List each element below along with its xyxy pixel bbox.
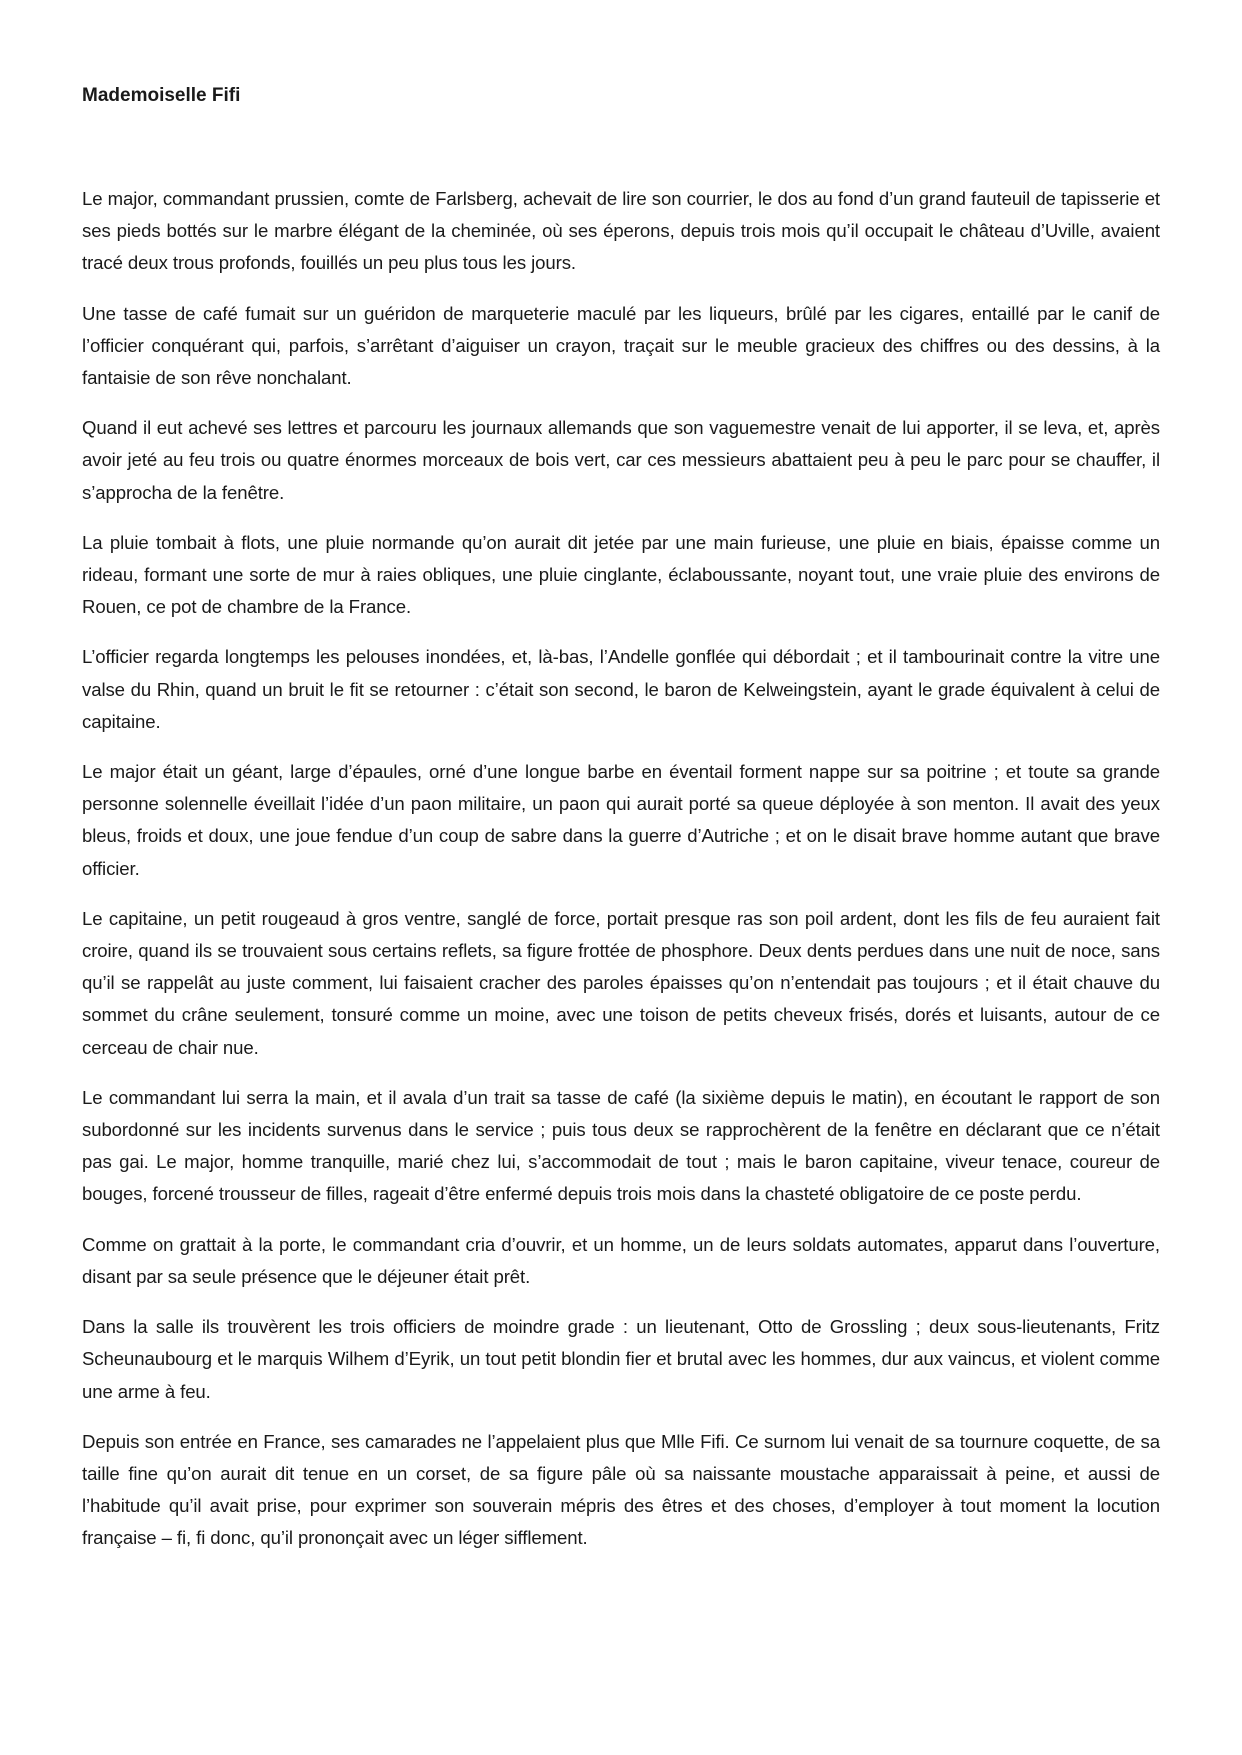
paragraph: Le major était un géant, large d’épaules, orné d’une longue barbe en éventail forment nappe sur sa poitrine ; et toute sa grande personne solennelle éveillait l’idée d’un paon militaire, un paon qui aurait porté sa queue déployée à son menton. Il avait des yeux bleus, froids et doux, une joue fendue d’un coup de sabre dans la guerre d’Autriche ; et on le disait brave homme autant que brave officier. [82,761,1160,879]
paragraph: Dans la salle ils trouvèrent les trois officiers de moindre grade : un lieutenant, Otto de Grossling ; deux sous-lieutenants, Fritz Scheunaubourg et le marquis Wilhem d’Eyrik, un tout petit blondin fier et brutal avec les hommes, dur aux vaincus, et violent comme une arme à feu. [82,1316,1160,1402]
paragraph: Quand il eut achevé ses lettres et parcouru les journaux allemands que son vaguemestre venait de lui apporter, il se leva, et, après avoir jeté au feu trois ou quatre énormes morceaux de bois vert, car ces messieurs abattaient peu à peu le parc pour se chauffer, il s’approcha de la fenêtre. [82,417,1160,503]
document-title: Mademoiselle Fifi [82,85,241,106]
paragraph: Le major, commandant prussien, comte de Farlsberg, achevait de lire son courrier, le dos au fond d’un grand fauteuil de tapisserie et ses pieds bottés sur le marbre élégant de la cheminée, où ses éperons, depuis trois mois qu’il occupait le château d’Uville, avaient tracé deux trous profonds, fouillés un peu plus tous les jours. [82,188,1160,274]
document-body [82,183,1160,1573]
paragraph: L’officier regarda longtemps les pelouses inondées, et, là-bas, l’Andelle gonflée qui débordait ; et il tambourinait contre la vitre une valse du Rhin, quand un bruit le fit se retourner : c’était son second, le baron de Kelweingstein, ayant le grade équivalent à celui de capitaine. [82,646,1160,732]
paragraph: Le capitaine, un petit rougeaud à gros ventre, sanglé de force, portait presque ras son poil ardent, dont les fils de feu auraient fait croire, quand ils se trouvaient sous certains reflets, sa figure frottée de phosphore. Deux dents perdues dans une nuit de noce, sans qu’il se rappelât au juste comment, lui faisaient cracher des paroles épaisses qu’on n’entendait pas toujours ; et il était chauve du sommet du crâne seulement, tonsuré comme un moine, avec une toison de petits cheveux frisés, dorés et luisants, autour de ce cerceau de chair nue. [82,907,1160,1058]
paragraph: Une tasse de café fumait sur un guéridon de marqueterie maculé par les liqueurs, brûlé par les cigares, entaillé par le canif de l’officier conquérant qui, parfois, s’arrêtant d’aiguiser un crayon, traçait sur le meuble gracieux des chiffres ou des dessins, à la fantaisie de son rêve nonchalant. [82,302,1160,389]
paragraph: Le commandant lui serra la main, et il avala d’un trait sa tasse de café (la sixième depuis le matin), en écoutant le rapport de son subordonné sur les incidents survenus dans le service ; puis tous deux se rapprochèrent de la fenêtre en déclarant que ce n’était pas gai. Le major, homme tranquille, marié chez lui, s’accommodait de tout ; mais le baron capitaine, viveur tenace, coureur de bouges, forcené trousseur de filles, rageait d’être enfermé depuis trois mois dans la chasteté obligatoire de ce poste perdu. [82,1086,1160,1205]
paragraph: Comme on grattait à la porte, le commandant cria d’ouvrir, et un homme, un de leurs soldats automates, apparut dans l’ouverture, disant par sa seule présence que le déjeuner était prêt. [82,1233,1160,1287]
paragraph: Depuis son entrée en France, ses camarades ne l’appelaient plus que Mlle Fifi. Ce surnom lui venait de sa tournure coquette, de sa taille fine qu’on aurait dit tenue en un corset, de sa figure pâle où sa naissante moustache apparaissait à peine, et aussi de l’habitude qu’il avait prise, pour exprimer son souverain mépris des êtres et des choses, d’employer à tout moment la locution française – fi, fi donc, qu’il prononçait avec un léger sifflement. [82,1430,1160,1549]
paragraph: La pluie tombait à flots, une pluie normande qu’on aurait dit jetée par une main furieuse, une pluie en biais, épaisse comme un rideau, formant une sorte de mur à raies obliques, une pluie cinglante, éclaboussante, noyant tout, une vraie pluie des environs de Rouen, ce pot de chambre de la France. [82,531,1160,618]
